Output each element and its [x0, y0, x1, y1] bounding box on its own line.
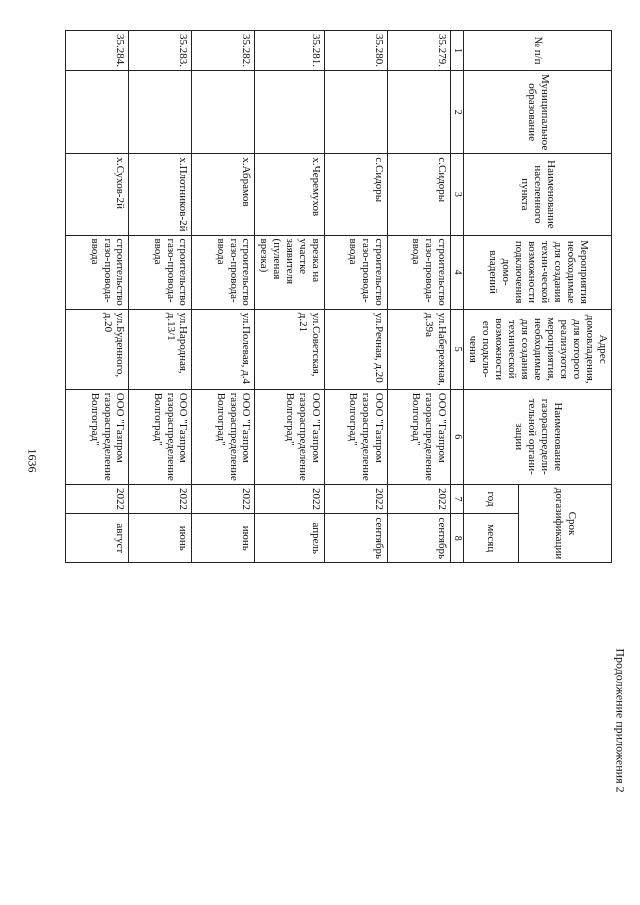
row-month: июнь — [192, 514, 255, 563]
header-address: Адрес домовладения, для которого реализуются мероприятия, необходимые для создания технической возможности его подклю-чения — [464, 309, 612, 389]
rotated-table-wrapper — [66, 30, 613, 563]
row-num: 35.280. — [325, 31, 388, 71]
row-measure: строительство газо-провода-ввода — [192, 235, 255, 309]
row-address: ул.Буденного, д.20 — [66, 309, 129, 389]
row-year: 2022 — [325, 484, 388, 514]
row-settlement: х.Абрамов — [192, 154, 255, 235]
row-organization: ООО "Газпром газораспределение Волгоград" — [192, 389, 255, 484]
row-year: 2022 — [388, 484, 451, 514]
row-measure: строительство газо-провода-ввода — [325, 235, 388, 309]
header-month: месяц — [464, 514, 518, 563]
row-address: ул.Советская, д.21 — [255, 309, 325, 389]
header-num: № п/п — [464, 31, 612, 71]
row-month: август — [66, 514, 129, 563]
header-deadline: Срок догазификации — [518, 484, 611, 562]
row-settlement: х.Черемухов — [255, 154, 325, 235]
page-number — [20, 440, 44, 480]
column-number-row — [451, 31, 464, 563]
row-num: 35.279. — [388, 31, 451, 71]
row-municipality — [129, 71, 192, 154]
row-address: ул.Народная, д.13/1 — [129, 309, 192, 389]
header-municipality: Муниципальное образование — [464, 71, 612, 154]
row-municipality — [255, 71, 325, 154]
header-measures: Мероприятия необходимые для создания техни-ческой возможности подключения домо-владений — [464, 235, 612, 309]
row-settlement: с.Сидоры — [325, 154, 388, 235]
row-organization: ООО "Газпром газораспределение Волгоград" — [388, 389, 451, 484]
row-organization: ООО "Газпром газораспределение Волгоград" — [255, 389, 325, 484]
header-year: год — [464, 484, 518, 514]
page-number-text: 1636 — [25, 448, 40, 472]
row-settlement: х.Сухов-2й — [66, 154, 129, 235]
row-num: 35.281. — [255, 31, 325, 71]
row-settlement: х.Плотников-2й — [129, 154, 192, 235]
row-month: сентябрь — [388, 514, 451, 563]
row-measure: строительство газо-провода-ввода — [129, 235, 192, 309]
row-num: 35.284. — [66, 31, 129, 71]
column-number: 5 — [451, 309, 464, 389]
column-number: 2 — [451, 71, 464, 154]
continuation-title — [608, 640, 632, 800]
row-municipality — [388, 71, 451, 154]
row-organization: ООО "Газпром газораспределение Волгоград" — [66, 389, 129, 484]
column-number: 1 — [451, 31, 464, 71]
row-year: 2022 — [129, 484, 192, 514]
row-month: сентябрь — [325, 514, 388, 563]
row-address: ул.Полевая, д.4 — [192, 309, 255, 389]
table-row — [129, 31, 192, 563]
row-year: 2022 — [192, 484, 255, 514]
row-month: апрель — [255, 514, 325, 563]
column-number: 7 — [451, 484, 464, 514]
header-settlement: Наименование населенного пункта — [464, 154, 612, 235]
row-measure: врезка на участке заявителя (пуленая врезка) — [255, 235, 325, 309]
row-num: 35.282. — [192, 31, 255, 71]
row-organization: ООО "Газпром газораспределение Волгоград" — [129, 389, 192, 484]
table-row — [192, 31, 255, 563]
row-address: ул.Набережная, д.39а — [388, 309, 451, 389]
row-measure: строительство газо-провода-ввода — [66, 235, 129, 309]
row-municipality — [192, 71, 255, 154]
column-number: 3 — [451, 154, 464, 235]
row-organization: ООО "Газпром газораспределение Волгоград" — [325, 389, 388, 484]
row-month: июнь — [129, 514, 192, 563]
row-municipality — [325, 71, 388, 154]
continuation-title-text: Продолжение приложения 2 — [613, 647, 628, 793]
header-organization: Наименование газораспредели-тельной органи-зации — [464, 389, 612, 484]
row-year: 2022 — [255, 484, 325, 514]
table-row — [66, 31, 129, 563]
row-settlement: с.Сидоры — [388, 154, 451, 235]
column-number: 4 — [451, 235, 464, 309]
row-num: 35.283. — [129, 31, 192, 71]
gasification-table — [66, 30, 613, 563]
row-address: ул.Речная, д.20 — [325, 309, 388, 389]
header-row — [518, 31, 611, 563]
table-row — [325, 31, 388, 563]
table-row — [388, 31, 451, 563]
column-number: 6 — [451, 389, 464, 484]
table-row — [255, 31, 325, 563]
row-municipality — [66, 71, 129, 154]
row-measure: строительство газо-провода-ввода — [388, 235, 451, 309]
row-year: 2022 — [66, 484, 129, 514]
column-number: 8 — [451, 514, 464, 563]
